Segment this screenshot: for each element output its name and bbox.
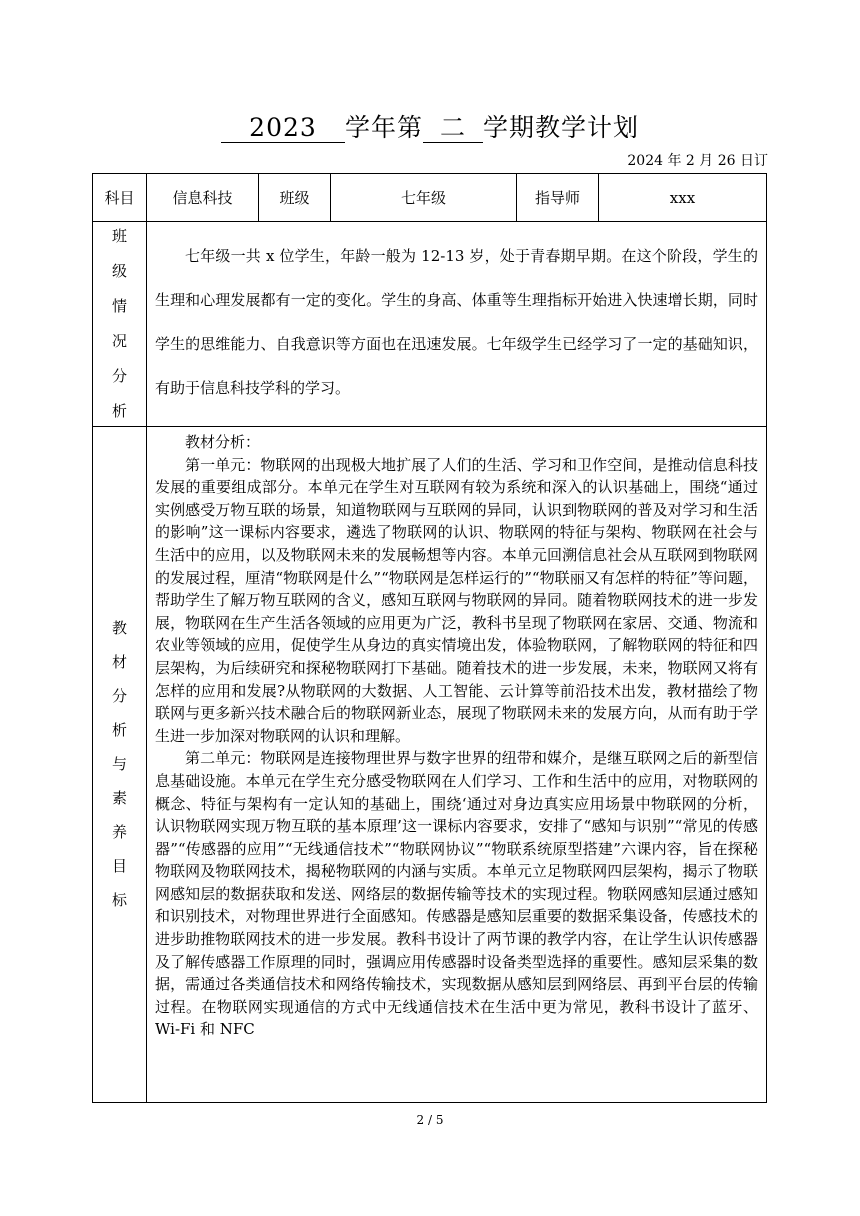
label-char: 素 xyxy=(111,789,127,807)
page-number: 2 / 5 xyxy=(416,1113,444,1127)
subject-label: 科目 xyxy=(93,174,147,222)
material-analysis-row xyxy=(93,427,767,1103)
class-analysis-text xyxy=(147,222,767,427)
plan-table xyxy=(92,173,767,1103)
year-blank: 2023 xyxy=(221,114,345,143)
mentor-value: xxx xyxy=(599,174,767,222)
label-char: 与 xyxy=(111,755,127,773)
label-char: 教 xyxy=(111,619,127,637)
label-char: 材 xyxy=(111,653,127,671)
header-row xyxy=(93,174,767,222)
material-analysis-label xyxy=(93,427,147,1103)
title-text-2: 学期教学计划 xyxy=(483,113,640,142)
label-char: 分 xyxy=(111,687,127,705)
label-char: 情 xyxy=(111,297,127,315)
label-char: 析 xyxy=(111,721,127,739)
label-char: 班 xyxy=(111,227,127,245)
class-value: 七年级 xyxy=(331,174,517,222)
label-char: 分 xyxy=(111,367,127,385)
label-char: 养 xyxy=(111,823,127,841)
label-char: 目 xyxy=(111,857,127,875)
term-blank: 二 xyxy=(423,114,483,143)
subject-value: 信息科技 xyxy=(147,174,259,222)
label-char: 况 xyxy=(111,332,127,350)
title-text-1: 学年第 xyxy=(344,113,423,142)
material-paragraph-2: 第二单元：物联网是连接物理世界与数字世界的纽带和媒介，是继互联网之后的新型信息基础设施。本单元在学生充分感受物联网在人们学习、工作和生活中的应用，对物联网的概念、特征与架构有一定认知的基础上，围绕‘通过对身边真实应用场景中物联网的分析，认识物联网实现万物互联的基本原理’这一课标内容要求，安排了“感知与识别”“常见的传感器”“传感器的应用”“无线通信技术”“物联网协议”“物联系统原型搭建”六课内容，旨在探秘物联网及物联网技术，揭秘物联网的内涵与实质。本单元立足物联网四层架构，揭示了物联网感知层的数据获取和发送、网络层的数据传输等技术的实现过程。物联网感知层通过感知和识别技术，对物理世界进行全面感知。传感器是感知层重要的数据采集设备，传感技术的进步助推物联网技术的进一步发展。教科书设计了两节课的教学内容，在让学生认识传感器及了解传感器工作原理的同时，强调应用传感器时设备类型选择的重要性。感知层采集的数据，需通过各类通信技术和网络传输技术，实现数据从感知层到网络层、再到平台层的传输过程。在物联网实现通信的方式中无线通信技术在生活中更为常见，教科书设计了蓝牙、Wi-Fi 和 NFC xyxy=(155,749,758,1039)
class-analysis-row xyxy=(93,222,767,427)
page-title xyxy=(0,108,860,144)
material-paragraph-1: 第一单元：物联网的出现极大地扩展了人们的生活、学习和卫作空间，是推动信息科技发展的重要组成部分。本单元在学生对互联网有较为系统和深入的认识基础上，围绕“通过实例感受万物互联的场景，知道物联网与互联网的异同，认识到物联网的普及对学习和生活的影响”这一课标内容要求，遴选了物联网的认识、物联网的特征与架构、物联网在社会与生活中的应用，以及物联网未来的发展畅想等内容。本单元回溯信息社会从互联网到物联网的发展过程，厘清“物联网是什么”“物联网是怎样运行的”“物联丽又有怎样的特征”等问题，帮助学生了解万物互联网的含义，感知互联网与物联网的异同。随着物联网技术的进一步发展，物联网在生产生活各领域的应用更为广泛，教科书呈现了物联网在家居、交通、物流和农业等领域的应用，促使学生从身边的真实情境出发，体验物联网，了解物联网的特征和四层架构，为后续研究和探秘物联网打下基础。随着技术的进一步发展，未来，物联网又将有怎样的应用和发展?从物联网的大数据、人工智能、云计算等前沿技术出发，教材描绘了物联网与更多新兴技术融合后的物联网新业态，展现了物联网未来的发展方向，从而有助于学生进一步加深对物联网的认识和理解。 xyxy=(155,455,758,745)
mentor-label: 指导师 xyxy=(517,174,599,222)
material-heading: 教材分析： xyxy=(185,433,261,451)
date-line: 2024 年 2 月 26 日订 xyxy=(627,153,768,169)
label-char: 析 xyxy=(111,402,127,420)
label-char: 级 xyxy=(111,262,127,280)
class-analysis-label xyxy=(93,222,147,427)
material-analysis-text xyxy=(147,427,767,1103)
label-char: 标 xyxy=(111,891,127,909)
class-label: 班级 xyxy=(259,174,331,222)
class-analysis-paragraph: 七年级一共 x 位学生，年龄一般为 12-13 岁，处于青春期早期。在这个阶段，学生的生理和心理发展都有一定的变化。学生的身高、体重等生理指标开始进入快速增长期，同时学生的思维能力、自我意识等方面也在迅速发展。七年级学生已经学习了一定的基础知识，有助于信息科技学科的学习。 xyxy=(155,247,758,397)
